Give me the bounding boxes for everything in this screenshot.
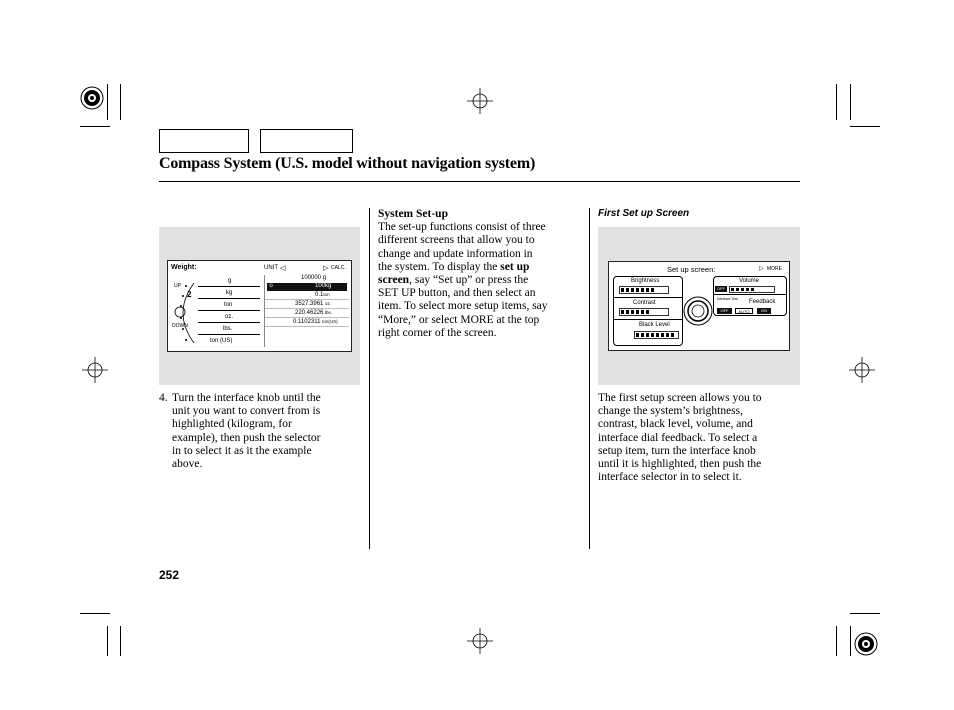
crosshair-mark-bottom (467, 628, 493, 654)
paragraph-line: screen, say “Set up” or press the (378, 274, 529, 287)
value-row: 100000 g (301, 275, 327, 281)
brightness-label[interactable]: Brightness (631, 278, 660, 284)
volume-label[interactable]: Volume (739, 278, 760, 284)
black-level-bar[interactable] (634, 331, 679, 339)
crop-line (850, 126, 880, 127)
page-title: Compass System (U.S. model without navigation system) (159, 155, 536, 172)
feedback-on-button[interactable]: ON (757, 308, 771, 314)
page-number: 252 (159, 568, 180, 582)
feedback-auto-button[interactable]: AUTO (735, 308, 753, 314)
setup-figure-panel (598, 227, 800, 385)
crop-line (80, 613, 110, 614)
contrast-label[interactable]: Contrast (633, 300, 656, 306)
crosshair-mark-top (467, 88, 493, 114)
value-row: 220.46226 lbs. (295, 310, 333, 316)
interface-dial-label: Interface Dial (717, 297, 738, 301)
knob-up-label: UP (174, 283, 181, 289)
crop-line (120, 626, 121, 656)
weight-conversion-screen (167, 260, 352, 352)
column-divider (589, 208, 590, 549)
crop-line (80, 126, 110, 127)
more-arrow-icon: ▷ (759, 266, 764, 272)
feedback-off-button[interactable]: OFF (717, 308, 732, 314)
value-row: 3527.3961 oz. (295, 301, 332, 307)
value-list (264, 275, 349, 347)
unit-item[interactable]: ton (US) (210, 338, 233, 344)
unit-item[interactable]: ton (224, 302, 233, 308)
crop-line (850, 84, 851, 120)
crop-line (836, 84, 837, 120)
paragraph-line: The set-up functions consist of three (378, 221, 546, 234)
paragraph-line: “More,” or select MORE at the top (378, 313, 540, 326)
calc-label: CALC. (331, 265, 346, 271)
crop-line (107, 84, 108, 120)
paragraph-line: change and update information in (378, 247, 533, 260)
right-arrow-icon: ▷ (323, 265, 329, 272)
brightness-level-bar[interactable] (619, 286, 669, 294)
crosshair-mark-left (82, 357, 108, 383)
value-row-highlighted: ⊙ 100kg (267, 283, 347, 291)
crosshair-mark-right (849, 357, 875, 383)
paragraph-line: right corner of the screen. (378, 326, 497, 339)
setup-screen-title: Set up screen: (667, 265, 716, 274)
header-tab-box (159, 129, 249, 153)
unit-label: UNIT (264, 265, 278, 271)
figure-caption: First Set up Screen (598, 208, 690, 219)
value-row: 0.1ton (315, 292, 330, 298)
more-button[interactable]: MORE (767, 266, 782, 272)
value-row: 0.1102311 ton(US) (293, 319, 338, 325)
contrast-level-bar[interactable] (619, 308, 669, 316)
weight-label: Weight: (171, 264, 197, 271)
interface-knob-icon (170, 281, 200, 345)
crop-line (120, 84, 121, 120)
crop-line (836, 626, 837, 656)
interface-dial-icon[interactable] (681, 294, 715, 328)
crop-line (107, 626, 108, 656)
title-rule (159, 181, 800, 182)
paragraph-line: different screens that allow you to (378, 234, 535, 247)
unit-list[interactable] (198, 275, 260, 347)
crop-line (850, 626, 851, 656)
section-heading: System Set-up (378, 208, 448, 220)
setup-description: The first setup screen allows you to change the system’s brightness, contrast, black level, volume, and interface dial feedback. To select a setup item, turn the interface knob until it is highlighted, then push the interface selector in to select it. (598, 392, 762, 484)
black-level-label[interactable]: Black Level (639, 322, 670, 328)
left-arrow-icon: ◁ (280, 265, 286, 272)
paragraph-line: the system. To display the set up (378, 260, 530, 273)
unit-item[interactable]: oz. (225, 314, 234, 320)
crop-line (850, 613, 880, 614)
knob-down-label: DOWN (172, 323, 188, 329)
knob-number: 2 (187, 290, 192, 299)
volume-level-bar[interactable] (729, 286, 775, 293)
unit-item[interactable]: kg (226, 290, 233, 296)
header-tab-box (260, 129, 353, 153)
system-setup-section (378, 208, 584, 340)
paragraph-line: item. To select more setup items, say (378, 300, 548, 313)
feedback-label[interactable]: Feedback (749, 299, 776, 305)
paragraph-line: SET UP button, and then select an (378, 287, 536, 300)
setup-screen (608, 261, 790, 351)
instruction-number: 4. (159, 392, 168, 404)
weight-figure-panel (159, 227, 360, 385)
column-divider (369, 208, 370, 549)
unit-item[interactable]: g (228, 278, 232, 284)
instruction-text: Turn the interface knob until the unit you want to convert from is highlighted (kilogram, for example), then push the selector in to select it as it the example above. (172, 392, 321, 471)
unit-item[interactable]: lbs. (223, 326, 233, 332)
volume-off-button[interactable]: OFF (717, 286, 725, 291)
